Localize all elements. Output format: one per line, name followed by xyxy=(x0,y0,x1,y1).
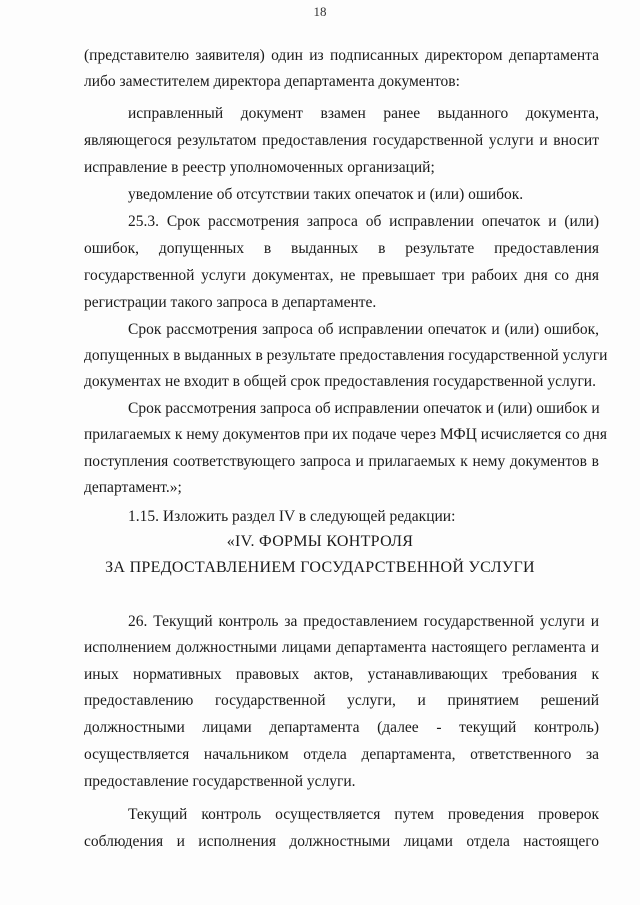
text-line: либо заместителем директора департамента документов: xyxy=(84,73,460,90)
section-heading: «IV. ФОРМЫ КОНТРОЛЯ xyxy=(226,533,414,550)
text-line: документах не входит в общей срок предоставления государственной услуги. xyxy=(84,373,596,390)
text-line: (представителю заявителя) один из подписанных директором департамента xyxy=(84,47,599,64)
text-line: исправленный документ взамен ранее выданного документа, xyxy=(128,105,599,122)
text-line: предоставление государственной услуги. xyxy=(84,773,356,790)
text-line: осуществляется начальником отдела департамента, ответственного за xyxy=(84,746,599,763)
text-line: предоставлению государственной услуги, и принятием решений xyxy=(84,692,599,709)
text-line: 25.3. Срок рассмотрения запроса об исправлении опечаток и (или) xyxy=(128,213,599,230)
text-line: ошибок, допущенных в выданных в результате предоставления xyxy=(84,240,599,257)
text-line: 26. Текущий контроль за предоставлением государственной услуги и xyxy=(128,613,599,630)
text-line: 1.15. Изложить раздел IV в следующей редакции: xyxy=(128,508,456,525)
text-line: соблюдения и исполнения должностными лицами отдела настоящего xyxy=(84,833,599,850)
text-line: должностными лицами департамента (далее - текущий контроль) xyxy=(84,719,599,736)
text-line: поступления соответствующего запроса и прилагаемых к нему документов в xyxy=(84,453,599,470)
text-line: уведомление об отсутствии таких опечаток и (или) ошибок. xyxy=(128,186,524,203)
page-number: 18 xyxy=(313,4,327,19)
text-line: регистрации такого запроса в департаменте. xyxy=(84,294,377,311)
text-line: государственной услуги документах, не превышает три рабоих дня со дня xyxy=(84,267,599,284)
text-line: являющегося результатом предоставления государственной услуги и вносит xyxy=(84,132,599,149)
text-line: Срок рассмотрения запроса об исправлении опечаток и (или) ошибок, xyxy=(128,321,599,338)
text-line: Текущий контроль осуществляется путем проведения проверок xyxy=(128,806,599,823)
text-line: исправление в реестр уполномоченных организаций; xyxy=(84,159,435,176)
text-line: допущенных в выданных в результате предоставления государственной услуги xyxy=(84,347,608,364)
text-line: Срок рассмотрения запроса об исправлении опечаток и (или) ошибок и xyxy=(128,400,600,417)
text-line: департамент.»; xyxy=(84,479,182,496)
text-line: прилагаемых к нему документов при их подаче через МФЦ исчисляется со дня xyxy=(84,426,607,443)
text-line: исполнением должностными лицами департамента настоящего регламента и xyxy=(84,639,599,656)
text-line: иных нормативных правовых актов, устанавливающих требования к xyxy=(84,666,599,683)
section-heading: ЗА ПРЕДОСТАВЛЕНИЕМ ГОСУДАРСТВЕННОЙ УСЛУГИ xyxy=(105,559,535,576)
